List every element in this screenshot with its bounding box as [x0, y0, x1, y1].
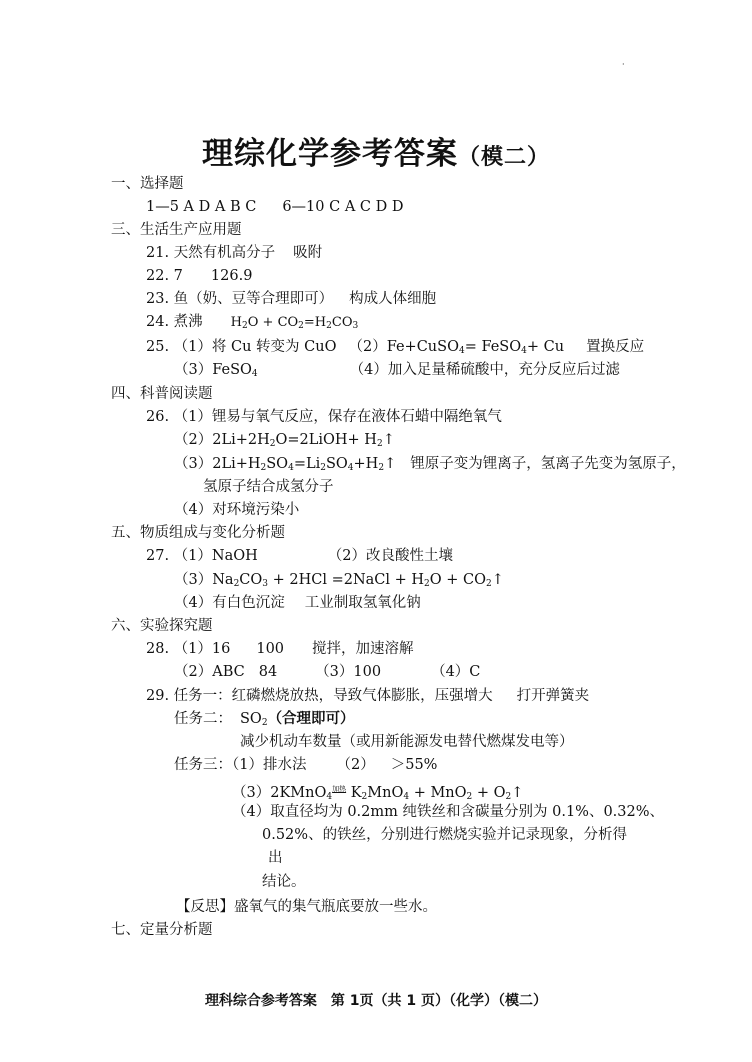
answer-24: [146, 311, 358, 337]
q-number: 23.: [146, 291, 170, 307]
q-number: 21.: [146, 245, 170, 261]
section-quantitative: 七、定量分析题: [111, 922, 213, 938]
section-choice: 一、选择题: [111, 176, 184, 192]
answer-text: 100: [256, 641, 285, 657]
answer-text: （合理即可）: [267, 711, 355, 727]
choice-1-5: 1—5 A D A B C: [146, 199, 257, 215]
title-suffix: （模二）: [457, 145, 550, 170]
answer-text: （3）2KMnO: [232, 785, 327, 801]
heat-condition: 加热: [332, 785, 347, 793]
answer-text: 吸附: [293, 245, 323, 261]
answer-text: （2）改良酸性土壤: [327, 548, 453, 564]
q-number: 29.: [146, 688, 170, 704]
answer-27-a: [146, 545, 453, 567]
equation-h2co3: $H_2O + CO_2=H_2CO_3$: [230, 315, 359, 331]
answer-26-4: （4）对环境污染小: [174, 502, 300, 518]
answer-21: [146, 242, 322, 264]
answer-text: = FeSO: [464, 339, 522, 355]
answer-text: （1）NaOH: [173, 548, 258, 564]
answer-text: （2）: [336, 757, 375, 773]
q-number: 22.: [146, 268, 170, 284]
answer-text: 84: [258, 664, 278, 680]
answer-text: （3）100: [315, 664, 382, 680]
answer-text: 构成人体细胞: [349, 291, 437, 307]
answer-29-task3-4-cont2: 出: [268, 850, 283, 866]
answer-text: （3）FeSO: [174, 362, 252, 378]
q-number: 24.: [146, 314, 170, 330]
answer-23: [146, 288, 436, 310]
answer-text: （1）排水法: [232, 757, 307, 773]
answer-29-task3: [174, 754, 437, 776]
answer-28-a: [146, 638, 414, 660]
answer-text: ＞55%: [390, 757, 438, 773]
stray-dot: ·: [622, 60, 625, 69]
answer-text: （4）C: [431, 664, 481, 680]
answer-29-task3-4: （4）取直径均为 0.2mm 纯铁丝和含碳量分别为 0.1%、0.32%、: [232, 804, 665, 820]
title-text: 理综化学参考答案: [201, 136, 458, 172]
section-experiment: 六、实验探究题: [111, 618, 213, 634]
answer-text: 工业制取氢氧化钠: [304, 595, 421, 611]
answer-text: （1）16: [173, 641, 231, 657]
answer-text: （4）有白色沉淀: [174, 595, 285, 611]
answer-29-task3-4-cont3: 结论。: [262, 874, 306, 890]
answer-25-b: （3）FeSO$_4$ （4）加入足量稀硫酸中，充分反应后过滤: [174, 362, 620, 379]
answer-text: 锂原子变为锂离子，氢离子先变为氢原子，: [410, 456, 686, 472]
answer-26-3: $(3)2Li+H_2SO_4=Li_2SO_4+H_2↑$ 锂原子变为锂离子，氢离子先变为氢原子，: [174, 456, 686, 473]
task-label: 任务二：: [174, 711, 232, 727]
answer-text: 126.9: [210, 268, 253, 284]
section-application: 三、生活生产应用题: [111, 222, 242, 238]
section-composition: 五、物质组成与变化分析题: [111, 525, 285, 541]
answer-25-a: 25. （1）将 Cu 转变为 CuO （2）Fe+CuSO$_4$= FeSO$_4$+ Cu 置换反应: [146, 339, 645, 356]
answer-text: 红磷燃烧放热，导致气体膨胀，压强增大: [231, 688, 493, 704]
answer-29-task3-4-cont: 0.52%、的铁丝，分别进行燃烧实验并记录现象，分析得: [262, 827, 628, 843]
answer-29-task2: 任务二： $SO_2$（合理即可）: [174, 711, 355, 728]
answer-text: 置换反应: [586, 339, 645, 355]
answer-text: 搅拌，加速溶解: [312, 641, 414, 657]
task-label: 任务三：: [174, 757, 232, 773]
answer-text: （1）将 Cu 转变为 CuO: [173, 339, 337, 355]
q-number: 28.: [146, 641, 170, 657]
answer-29-task3-3: （3）2KMnO$_4^{加热}$ $K_2MnO_4 + MnO_2$ + $O_2↑$: [232, 785, 524, 802]
answer-text: （1）锂易与氧气反应，保存在液体石蜡中隔绝氧气: [173, 409, 502, 425]
answer-28-b: [174, 661, 480, 683]
answer-text: 鱼（奶、豆等合理即可）: [173, 291, 334, 307]
answer-choice: [146, 196, 403, 218]
answer-29-task1: [146, 685, 589, 707]
answer-26-1: [146, 406, 502, 428]
answer-text: 打开弹簧夹: [516, 688, 590, 704]
answer-text: + Cu: [526, 339, 565, 355]
section-reading: 四、科普阅读题: [111, 386, 213, 402]
answer-text: （2）Fe+CuSO: [348, 339, 459, 355]
q-number: 27.: [146, 548, 170, 564]
choice-6-10: 6—10 C A C D D: [282, 199, 404, 215]
answer-text: 天然有机高分子: [173, 245, 276, 261]
answer-26-3-cont: 氢原子结合成氢分子: [203, 479, 334, 495]
answer-text: 7: [173, 268, 183, 284]
page-title: [0, 128, 752, 173]
answer-27-4: [174, 592, 421, 614]
page-footer: 理科综合参考答案 第 1页（共 1 页）（化学）（模二）: [204, 993, 548, 1009]
answer-26-2: $(2)2Li+2H_2O=2LiOH+$ $H_2↑$: [174, 432, 395, 449]
answer-22: [146, 265, 252, 287]
q-number: 25.: [146, 339, 170, 355]
answer-29-task2-b: 减少机动车数量（或用新能源发电替代燃煤发电等）: [240, 734, 574, 750]
answer-text: （4）加入足量稀硫酸中，充分反应后过滤: [349, 362, 620, 378]
task-label: 任务一：: [173, 688, 232, 704]
answer-text: （2）ABC: [174, 664, 245, 680]
answer-29-reflection: 【反思】盛氧气的集气瓶底要放一些水。: [176, 899, 437, 915]
answer-text: 煮沸: [173, 314, 203, 330]
answer-27-3: $(3)Na_2CO_3 + 2HCl$ =2NaCl + $H_2O$ + $CO_2↑$: [174, 572, 504, 589]
q-number: 26.: [146, 409, 170, 425]
